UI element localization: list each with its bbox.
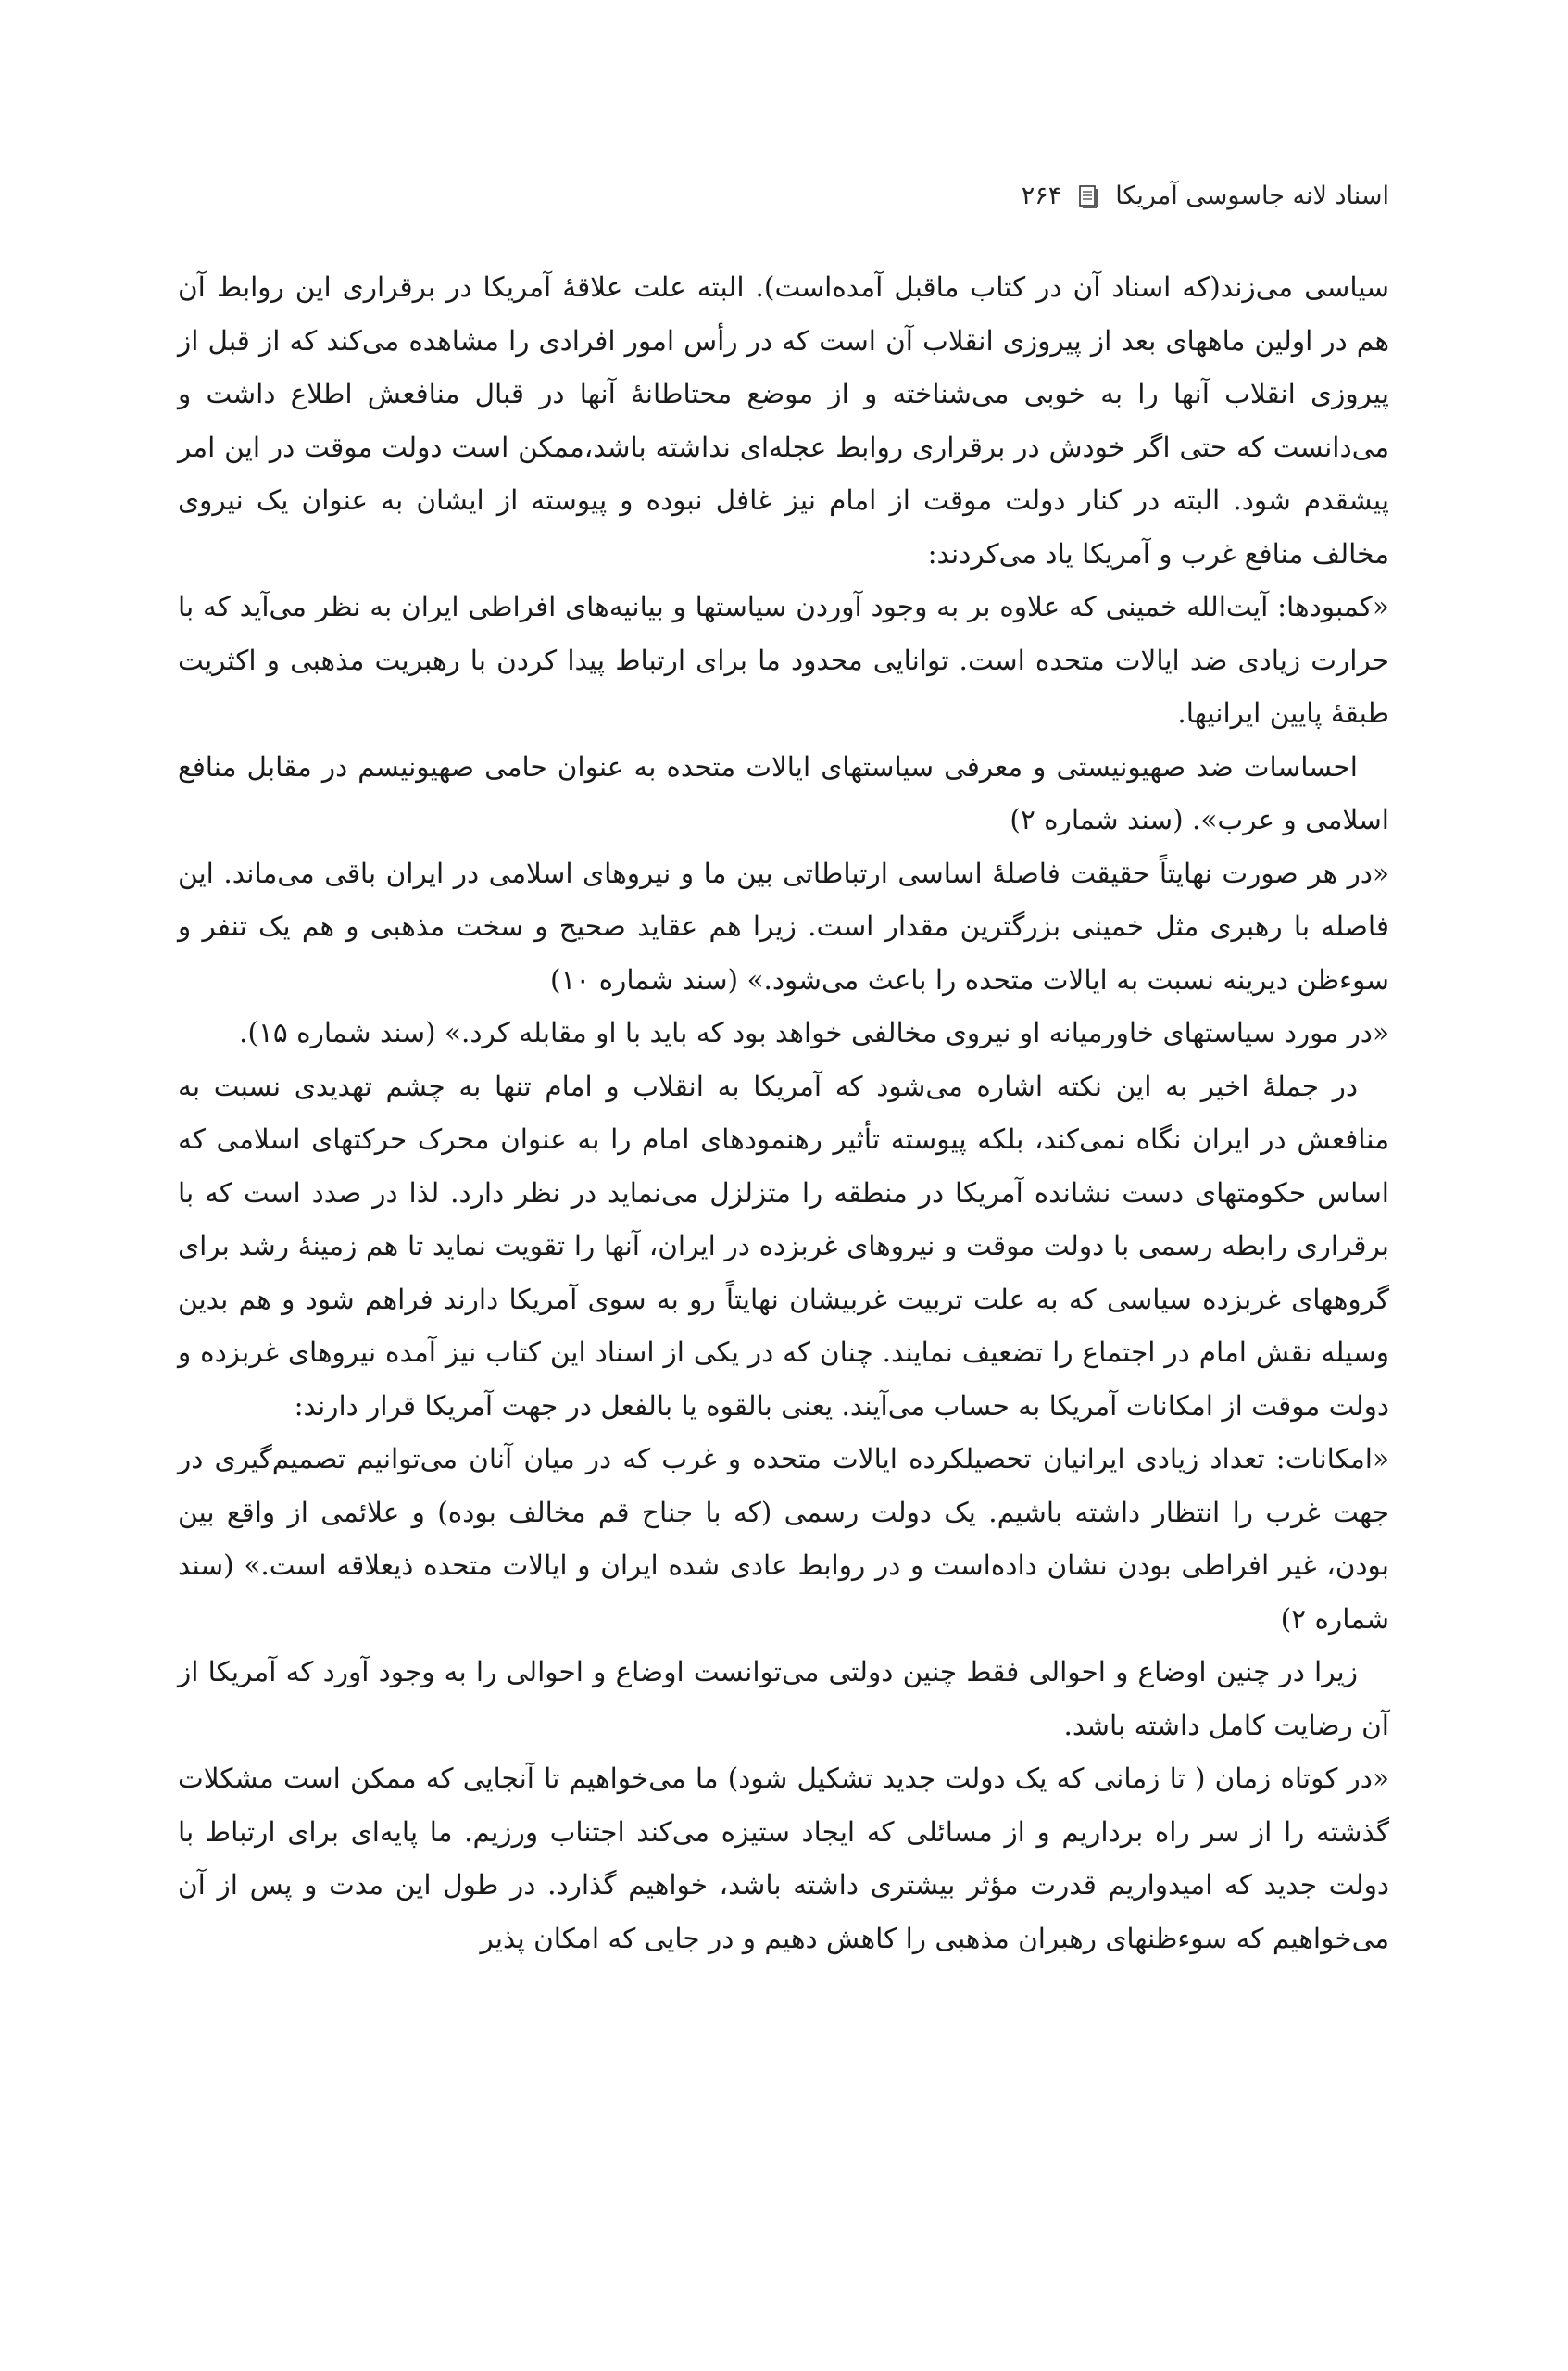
- quote-paragraph: «در مورد سیاستهای خاورمیانه او نیروی مخالفی خواهد بود که باید با او مقابله کرد.» (سند شماره ۱۵).: [239, 1017, 1389, 1048]
- paragraph: در جملهٔ اخیر به این نکته اشاره می‌شود که آمریکا به انقلاب و امام تنها به چشم تهدیدی نسبت به منافعش در ایران نگاه نمی‌کند، بلکه پیوسته تأثیر رهنمودهای امام را به عنوان محرک حرکتهای اسلامی که اساس حکومتهای دست نشانده آمریکا در منطقه را متزلزل می‌نماید در نظر دارد. لذا در صدد است که با برقراری رابطه رسمی با دولت موقت و نیروهای غربزده در ایران، آنها را تقویت نماید تا هم زمینهٔ رشد برای گروههای غربزده سیاسی که به علت تربیت غربیشان نهایتاً رو به سوی آمریکا دارند فراهم شود و هم بدین وسیله نقش امام در اجتماع را تضعیف نمایند. چنان که در یکی از اسناد این کتاب نیز آمده نیروهای غربزده و دولت موقت از امکانات آمریکا به حساب می‌آیند. یعنی بالقوه یا بالفعل در جهت آمریکا قرار دارند:: [178, 1070, 1389, 1422]
- paragraph: احساسات ضد صهیونیستی و معرفی سیاستهای ایالات متحده به عنوان حامی صهیونیسم در مقابل منافع اسلامی و عرب». (سند شماره ۲): [178, 750, 1389, 835]
- book-icon: [1078, 184, 1098, 208]
- quote-paragraph: «در کوتاه زمان ( تا زمانی که یک دولت جدید تشکیل شود) ما می‌خواهیم تا آنجایی که ممکن است مشکلات گذشته را از سر راه برداریم و از مسائلی که ایجاد ستیزه می‌کند اجتناب ورزیم. ما پایه‌ای برای ارتباط با دولت جدید که امیدواریم قدرت مؤثر بیشتری داشته باشد، خواهیم گذارد. در طول این مدت و پس از آن می‌خواهیم که سوءظنهای رهبران مذهبی را کاهش دهیم و در جایی که امکان پذیر: [178, 1763, 1389, 1954]
- body-text: [178, 261, 1389, 1965]
- quote-paragraph: «امکانات: تعداد زیادی ایرانیان تحصیلکرده ایالات متحده و غرب که در میان آنان می‌توانیم تصمیم‌گیری در جهت غرب را انتظار داشته باشیم. یک دولت رسمی (که با جناح قم مخالف بوده) و علائمی از واقع بین بودن، غیر افراطی بودن نشان داده‌است و در روابط عادی شده ایران و ایالات متحده ذیعلاقه است.» (سند شماره ۲): [178, 1443, 1389, 1635]
- book-title: اسناد لانه جاسوسی آمریکا: [1115, 182, 1389, 210]
- paragraph: سیاسی می‌زند(که اسناد آن در کتاب ماقبل آمده‌است). البته علت علاقهٔ آمریکا در برقراری این روابط آن هم در اولین ماههای بعد از پیروزی انقلاب آن است که در رأس امور افرادی را مشاهده می‌کند که از قبل از پیروزی انقلاب آنها را به خوبی می‌شناخته و از موضع محتاطانهٔ آنها در قبال منافعش اطلاع داشت و می‌دانست که حتی اگر خودش در برقراری روابط عجله‌ای نداشته باشد،ممکن است دولت موقت در این امر پیشقدم شود. البته در کنار دولت موقت از امام نیز غافل نبوده و پیوسته از ایشان به عنوان یک نیروی مخالف منافع غرب و آمریکا یاد می‌کردند:: [178, 271, 1389, 570]
- quote-paragraph: «کمبودها: آیت‌الله خمینی که علاوه بر به وجود آوردن سیاستها و بیانیه‌های افراطی ایران به نظر می‌آید که با حرارت زیادی ضد ایالات متحده است. توانایی محدود ما برای ارتباط پیدا کردن با رهبریت مذهبی و اکثریت طبقهٔ پایین ایرانیها.: [178, 591, 1389, 729]
- running-header: [178, 182, 1389, 210]
- quote-paragraph: «در هر صورت نهایتاً حقیقت فاصلهٔ اساسی ارتباطاتی بین ما و نیروهای اسلامی در ایران باقی می‌ماند. این فاصله با رهبری مثل خمینی بزرگترین مقدار است. زیرا هم عقاید صحیح و سخت مذهبی و هم یک تنفر و سوءظن دیرینه نسبت به ایالات متحده را باعث می‌شود.» (سند شماره ۱۰): [178, 857, 1389, 996]
- paragraph: زیرا در چنین اوضاع و احوالی فقط چنین دولتی می‌توانست اوضاع و احوالی را به وجود آورد که آمریکا از آن رضایت کامل داشته باشد.: [178, 1656, 1389, 1741]
- page-number: ۲۶۴: [1021, 182, 1062, 210]
